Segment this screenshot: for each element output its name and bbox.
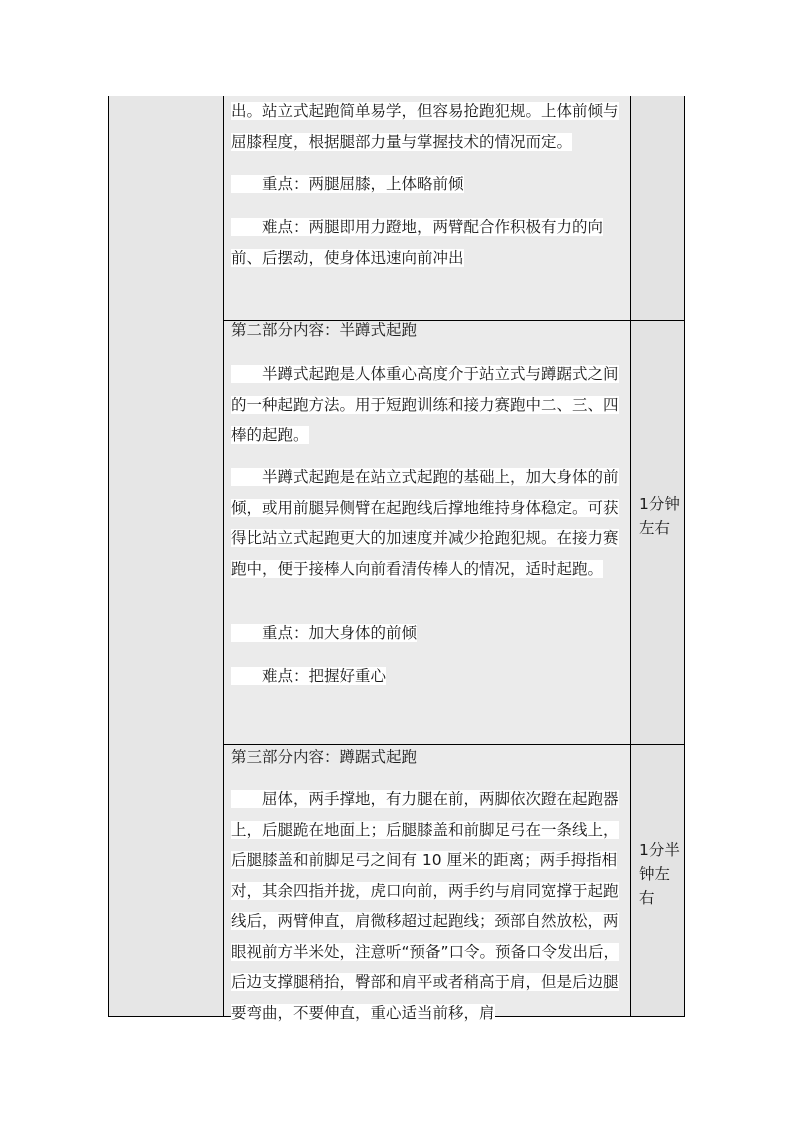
content-cell-part3 bbox=[223, 744, 631, 1022]
section-title: 第三部分内容：蹲踞式起跑 bbox=[231, 748, 418, 766]
time-cell-part2 bbox=[631, 320, 685, 744]
paragraph: 屈体，两手撑地，有力腿在前，两脚依次蹬在起跑器上，后腿跪在地面上；后腿膝盖和前脚足弓在一条线上，后腿膝盖和前脚足弓之间有 10 厘米的距离；两手拇指相对，其余四指并拢，虎口向前，两手约与肩同宽撑于起跑线后，两臂伸直，肩微移超过起跑线；颈部自然放松，两眼视前方半米处，注意听“预备”口令。预备口令发出后，后边支撑腿稍抬，臀部和肩平或者稍高于肩，但是后边腿要弯曲，不要伸直，重心适当前移，肩 bbox=[231, 790, 620, 1022]
time-cell-part1 bbox=[631, 96, 685, 320]
paragraph: 半蹲式起跑是在站立式起跑的基础上，加大身体的前倾，或用前腿异侧臂在起跑线后撑地维持身体稳定。可获得比站立式起跑更大的加速度并减少抢跑犯规。在接力赛跑中，便于接棒人向前看清传棒人的情况，适时起跑。 bbox=[231, 468, 619, 578]
lesson-table bbox=[108, 96, 685, 1022]
content-cell-part1 bbox=[223, 96, 631, 320]
section-title: 第二部分内容：半蹲式起跑 bbox=[231, 321, 418, 339]
paragraph: 重点：两腿屈膝，上体略前倾 bbox=[231, 175, 464, 193]
paragraph: 难点：两腿即用力蹬地，两臂配合作积极有力的向前、后摆动，使身体迅速向前冲出 bbox=[231, 218, 604, 267]
paragraph: 出。站立式起跑简单易学，但容易抢跑犯规。上体前倾与屈膝程度，根据腿部力量与掌握技术的情况而定。 bbox=[231, 102, 619, 151]
content-cell-part2 bbox=[223, 320, 631, 744]
table-left-column bbox=[108, 96, 223, 1017]
paragraph: 难点：把握好重心 bbox=[231, 667, 387, 685]
paragraph: 半蹲式起跑是人体重心高度介于站立式与蹲踞式之间的一种起跑方法。用于短跑训练和接力赛跑中二、三、四棒的起跑。 bbox=[231, 365, 619, 444]
time-cell-part3 bbox=[631, 744, 685, 1017]
paragraph: 重点：加大身体的前倾 bbox=[231, 624, 418, 642]
time-label: 1分钟左右 bbox=[639, 495, 680, 537]
time-label: 1分半钟左右 bbox=[639, 841, 680, 907]
